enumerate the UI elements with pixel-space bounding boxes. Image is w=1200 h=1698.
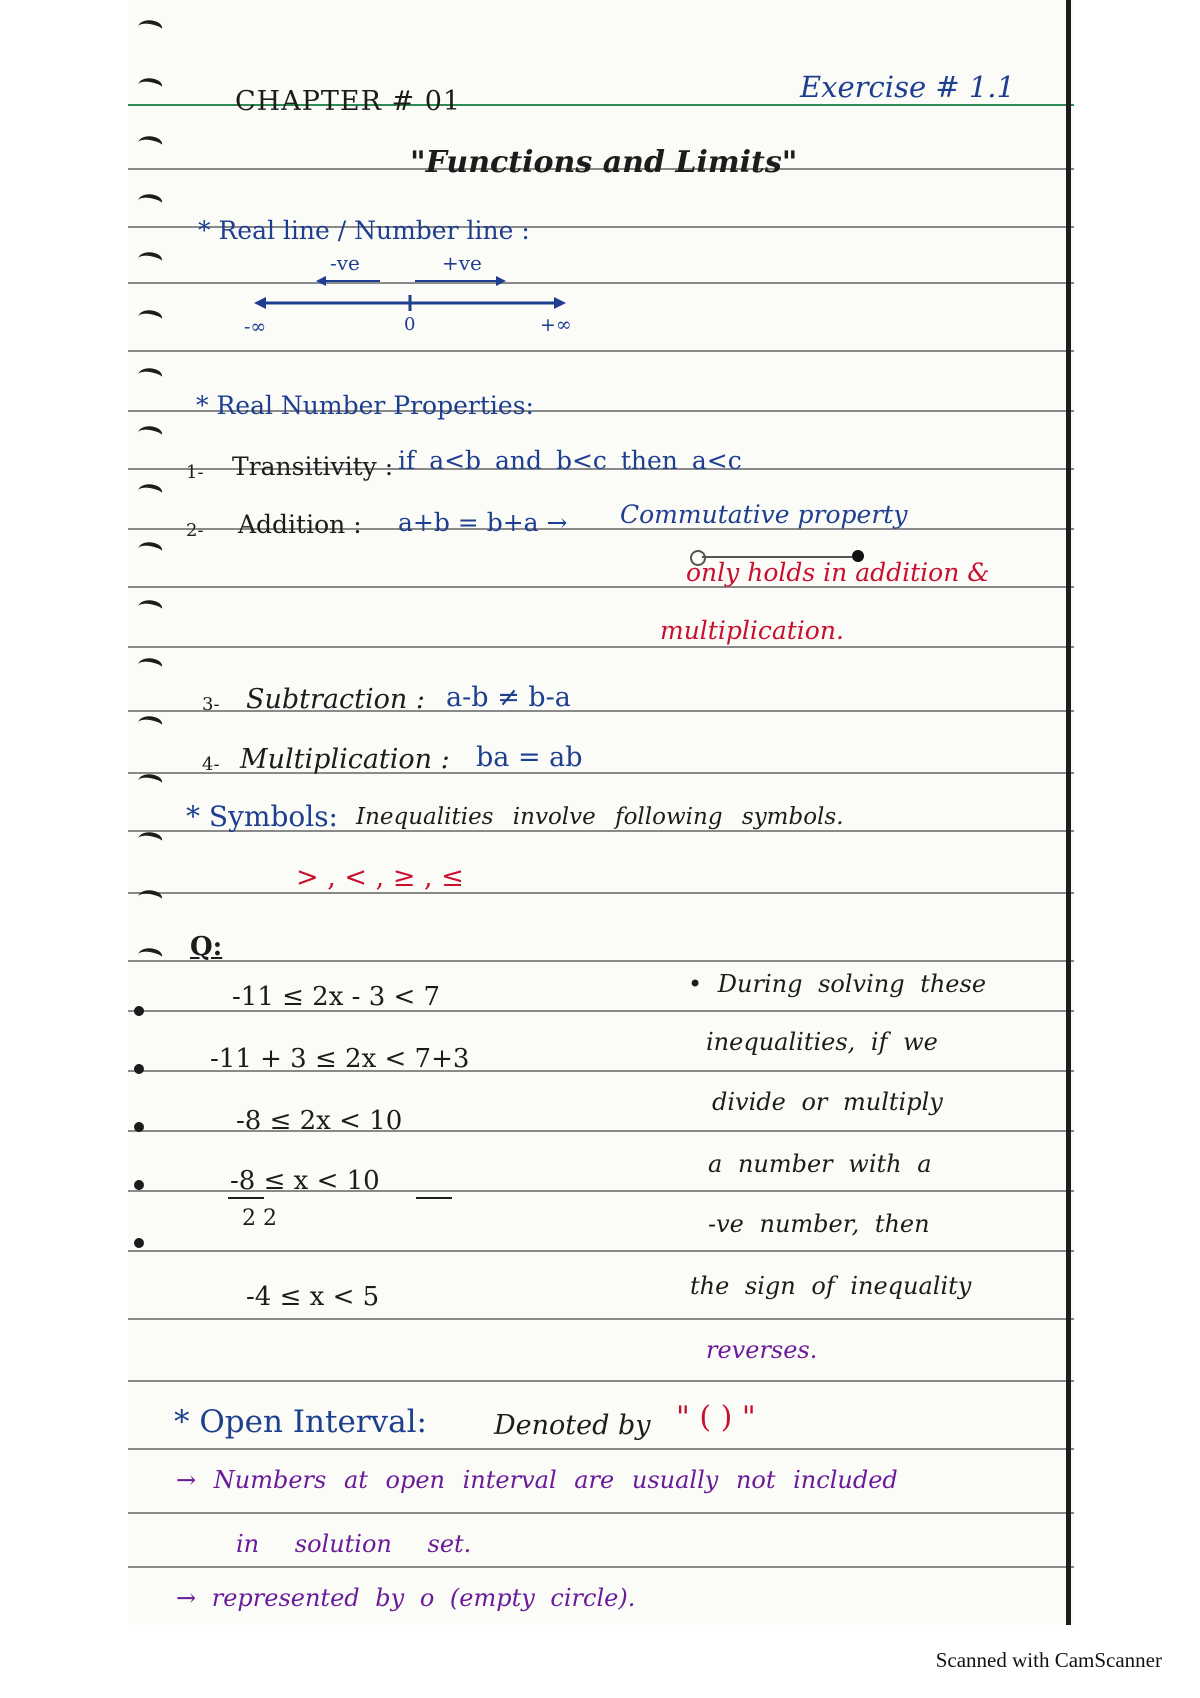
property-4-text: ba = ab xyxy=(476,742,583,773)
ruled-line xyxy=(128,1448,1074,1450)
property-4-name: Multiplication : xyxy=(240,744,450,775)
ruled-line xyxy=(128,892,1074,894)
open-interval-denoted: Denoted by xyxy=(494,1410,651,1441)
real-axis xyxy=(254,295,566,311)
ruled-line xyxy=(128,646,1074,648)
number-line-diagram xyxy=(250,255,590,340)
property-2-number: 2- xyxy=(186,520,204,541)
note-line-4: a number with a xyxy=(708,1150,932,1178)
open-interval-bracket: " ( ) " xyxy=(676,1400,756,1435)
property-1-text: if a<b and b<c then a<c xyxy=(398,446,742,475)
note-line-2: inequalities, if we xyxy=(706,1028,938,1056)
open-interval-bullet-1-line-2: in solution set. xyxy=(236,1530,472,1558)
exercise-label: Exercise # 1.1 xyxy=(800,70,1015,104)
note-line-5: -ve number, then xyxy=(708,1210,930,1238)
ruled-line xyxy=(128,350,1074,352)
negative-label: -ve xyxy=(330,251,360,275)
minus-infinity-label: -∞ xyxy=(244,316,267,338)
symbols-text: Inequalities involve following symbols. xyxy=(356,804,844,830)
step-5: -4 ≤ x < 5 xyxy=(246,1282,380,1312)
step-1: -11 ≤ 2x - 3 < 7 xyxy=(232,982,441,1012)
ruled-line xyxy=(128,1512,1074,1514)
step-3: -8 ≤ 2x < 10 xyxy=(236,1106,403,1136)
open-interval-heading: * Open Interval: xyxy=(174,1404,427,1440)
note-line-3: divide or multiply xyxy=(712,1088,943,1116)
ruled-line xyxy=(128,1250,1074,1252)
property-4-number: 4- xyxy=(202,754,220,775)
symbols-label: * Symbols: xyxy=(186,800,338,833)
ruled-line xyxy=(128,1380,1074,1382)
open-interval-bullet-2: → represented by o (empty circle). xyxy=(176,1584,636,1612)
real-line-heading: * Real line / Number line : xyxy=(198,216,530,245)
step-4-denominators: 2 2 xyxy=(242,1206,277,1231)
property-2-text: a+b = b+a → xyxy=(398,508,568,537)
properties-heading: * Real Number Properties: xyxy=(196,391,534,420)
ruled-line xyxy=(128,960,1074,962)
plus-infinity-label: +∞ xyxy=(540,314,572,336)
property-3-name: Subtraction : xyxy=(246,684,425,715)
property-3-text: a-b ≠ b-a xyxy=(446,682,571,713)
commutative-property-label: Commutative property xyxy=(620,500,908,529)
zero-label: 0 xyxy=(404,314,416,335)
note-line-7: reverses. xyxy=(706,1336,818,1364)
question-label: Q: xyxy=(190,932,223,962)
fraction-bar-left xyxy=(228,1197,264,1199)
note-line-6: the sign of inequality xyxy=(690,1272,972,1300)
direction-arrows xyxy=(316,276,506,286)
property-3-number: 3- xyxy=(202,694,220,715)
commutative-note-line2: multiplication. xyxy=(660,616,844,645)
commutative-note-line1: only holds in addition & xyxy=(686,558,990,587)
step-4-numerators: -8 ≤ x < 10 xyxy=(230,1166,380,1196)
note-line-1: • During solving these xyxy=(688,970,987,998)
page-title: "Functions and Limits" xyxy=(410,145,798,180)
page-edge xyxy=(1066,0,1071,1625)
property-1-number: 1- xyxy=(186,462,204,483)
open-interval-bullet-1-line-1: → Numbers at open interval are usually not included xyxy=(176,1466,898,1494)
fraction-bar-right xyxy=(416,1197,452,1199)
property-1-name: Transitivity : xyxy=(232,452,394,481)
ruled-line xyxy=(128,1566,1074,1568)
step-2: -11 + 3 ≤ 2x < 7+3 xyxy=(210,1044,470,1074)
symbols-list: > , < , ≥ , ≤ xyxy=(296,862,464,893)
property-2-name: Addition : xyxy=(238,510,362,539)
ruled-line xyxy=(128,1318,1074,1320)
scanner-watermark: Scanned with CamScanner xyxy=(935,1648,1162,1672)
chapter-label: CHAPTER # 01 xyxy=(235,86,462,117)
positive-label: +ve xyxy=(442,251,482,275)
